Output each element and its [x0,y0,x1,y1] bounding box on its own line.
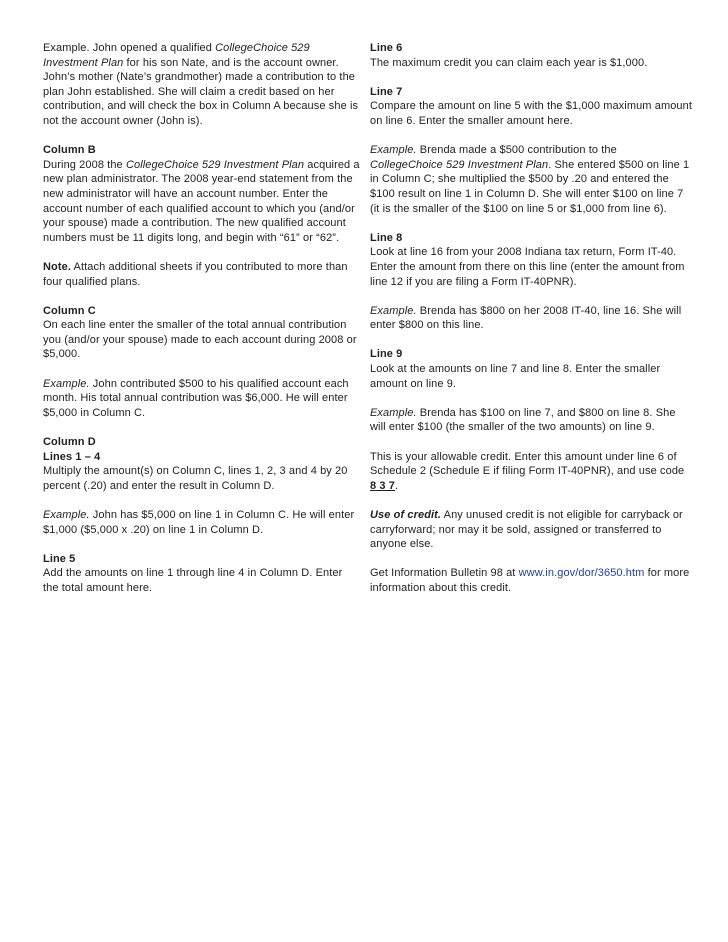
column-d-section: Column D Lines 1 – 4 Multiply the amount(s) on Column C, lines 1, 2, 3 and 4 by 20 percent (.20) and enter the result in Column D. [43,436,348,492]
line-8-section: Line 8 Look at line 16 from your 2008 Indiana tax return, Form IT-40. Enter the amount from there on this line (enter the amount from line 12 if you are filing a Form IT-40PNR). [370,231,685,288]
left-column [43,41,361,610]
column-b-section: Column B During 2008 the CollegeChoice 529 Investment Plan acquired a new plan administrator. The 2008 year-end statement from the new administrator will have an account number. Enter the account number of each qualified account to which you (and/or your spouse) made a contribution. The new qualified account numbers must be 11 digits long, and begin with “61” or “62”. [43,144,360,244]
line-6-section: Line 6 The maximum credit you can claim each year is $1,000. [370,42,648,69]
line-9-section: Line 9 Look at the amounts on line 7 and line 8. Enter the smaller amount on line 9. [370,348,661,390]
use-of-credit-paragraph: Use of credit. Any unused credit is not eligible for carryback or carryforward; nor may it be sold, assigned or transferred to anyone else. [370,509,683,551]
note-paragraph: Note. Attach additional sheets if you contributed to more than four qualified plans. [43,260,348,288]
line-6-heading: Line 6 [370,42,403,54]
example-john-paragraph: Example. John opened a qualified CollegeChoice 529 Investment Plan for his son Nate, and is the account owner. John’s mother (Nate’s grandmother) made a contribution to the plan John established. She will claim a credit based on her contribution, and will check the box in Column A because she is not the account owner (John is). [43,42,359,127]
column-c-heading: Column C [43,304,96,317]
column-d-heading: Column D [43,436,96,449]
example-column-c: Example. John contributed $500 to his qualified account each month. His total annual contribution was $6,000. He will enter $5,000 in Column C. [43,377,349,419]
column-b-heading: Column B [43,144,96,157]
example-line-8: Example. Brenda has $800 on her 2008 IT-40, line 16. She will enter $800 on this line. [370,304,682,332]
credit-code: 8 3 7 [370,479,395,492]
right-column [370,41,692,610]
allowable-credit-paragraph: This is your allowable credit. Enter this amount under line 6 of Schedule 2 (Schedule E if filing Form IT-40PNR), and use code 8 3 7. [370,450,685,492]
line-7-section: Line 7 Compare the amount on line 5 with the $1,000 maximum amount on line 6. Enter the smaller amount here. [370,85,693,127]
lines-1-4-heading: Lines 1 – 4 [43,450,101,463]
example-line-7: Example. Brenda made a $500 contribution to the CollegeChoice 529 Investment Plan. She entered $500 on line 1 in Column C; she multiplied the $500 by .20 and entered the $100 result on line 1 in Column D. She will enter $100 on line 7 (it is the smaller of the $100 on line 5 or $1,000 from line 6). [370,144,690,215]
line-5-section: Line 5 Add the amounts on line 1 through line 4 in Column D. Enter the total amount here. [43,552,343,594]
dor-website-link[interactable]: www.in.gov/dor/3650.htm [518,567,645,580]
example-column-d: Example. John has $5,000 on line 1 in Column C. He will enter $1,000 ($5,000 x .20) on line 1 in Column D. [43,509,355,536]
line-7-heading: Line 7 [370,85,403,98]
column-c-section: Column C On each line enter the smaller of the total annual contribution you (and/or your spouse) made to each account during 2008 or $5,000. [43,304,357,361]
example-line-9: Example. Brenda has $100 on line 7, and $800 on line 8. She will enter $100 (the smaller of the two amounts) on line 9. [370,406,676,434]
information-bulletin-paragraph: Get Information Bulletin 98 at www.in.gov/dor/3650.htm for more information about this credit. [370,567,690,594]
line-9-heading: Line 9 [370,348,403,361]
line-5-heading: Line 5 [43,552,76,565]
line-8-heading: Line 8 [370,231,403,244]
